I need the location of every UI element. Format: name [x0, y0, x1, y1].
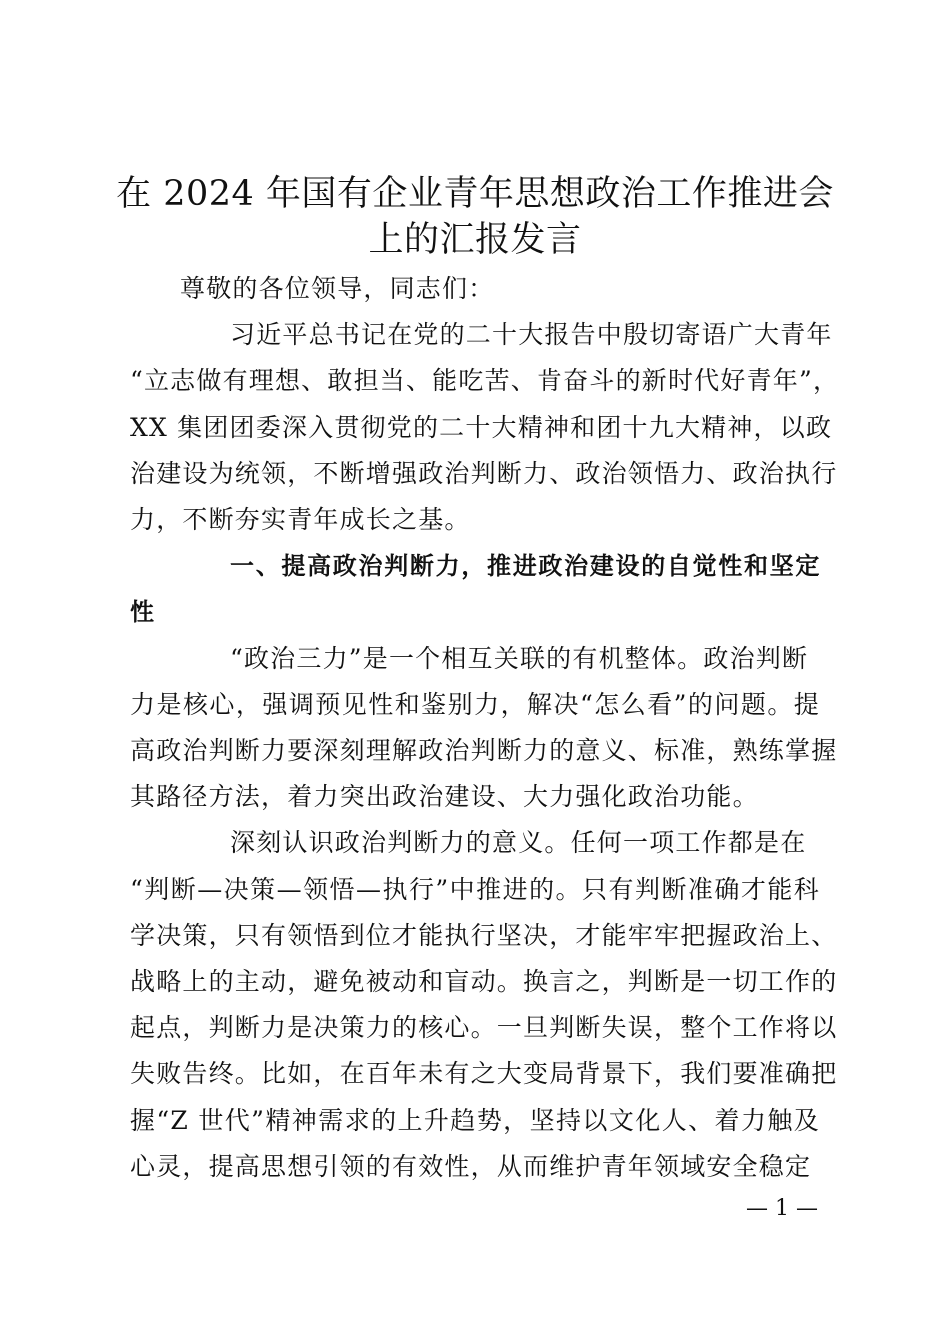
document-title-line-1: 在 2024 年国有企业青年思想政治工作推进会 — [116, 174, 834, 214]
paragraph-2-line: 力是核心，强调预见性和鉴别力，解决“怎么看”的问题。提 — [130, 690, 820, 719]
paragraph-2-line: 其路径方法，着力突出政治建设、大力强化政治功能。 — [130, 782, 759, 811]
paragraph-3-line: 失败告终。比如，在百年未有之大变局背景下，我们要准确把 — [130, 1059, 838, 1088]
paragraph-3-line: 学决策，只有领悟到位才能执行坚决，才能牢牢把握政治上、 — [130, 921, 838, 950]
paragraph-3-line: 战略上的主动，避免被动和盲动。换言之，判断是一切工作的 — [130, 967, 838, 996]
paragraph-2-line: “政治三力”是一个相互关联的有机整体。政治判断 — [230, 644, 809, 673]
paragraph-3-line: 心灵，提高思想引领的有效性，从而维护青年领域安全稳定 — [130, 1152, 812, 1181]
section-heading-1-cont: 性 — [130, 598, 155, 626]
paragraph-3-line: 握“Z 世代”精神需求的上升趋势，坚持以文化人、着力触及 — [130, 1106, 820, 1135]
document-title-line-2: 上的汇报发言 — [368, 220, 582, 260]
paragraph-3-line: “判断—决策—领悟—执行”中推进的。只有判断准确才能科 — [130, 875, 820, 904]
paragraph-1-line: 治建设为统领，不断增强政治判断力、政治领悟力、政治执行 — [130, 459, 838, 488]
paragraph-3-line: 深刻认识政治判断力的意义。任何一项工作都是在 — [230, 828, 807, 857]
paragraph-3-line: 起点，判断力是决策力的核心。一旦判断失误，整个工作将以 — [130, 1013, 838, 1042]
section-heading-1: 一、提高政治判断力，推进政治建设的自觉性和坚定 — [230, 552, 820, 580]
paragraph-1-line: 习近平总书记在党的二十大报告中殷切寄语广大青年 — [230, 320, 833, 349]
paragraph-1-line: XX 集团团委深入贯彻党的二十大精神和团十九大精神，以政 — [130, 413, 833, 442]
page-number: — 1 — — [746, 1196, 818, 1221]
paragraph-2-line: 高政治判断力要深刻理解政治判断力的意义、标准，熟练掌握 — [130, 736, 838, 765]
paragraph-1-line: “立志做有理想、敢担当、能吃苦、肯奋斗的新时代好青年”， — [130, 366, 840, 395]
salutation: 尊敬的各位领导，同志们： — [180, 274, 495, 303]
paragraph-1-line: 力，不断夯实青年成长之基。 — [130, 505, 471, 534]
